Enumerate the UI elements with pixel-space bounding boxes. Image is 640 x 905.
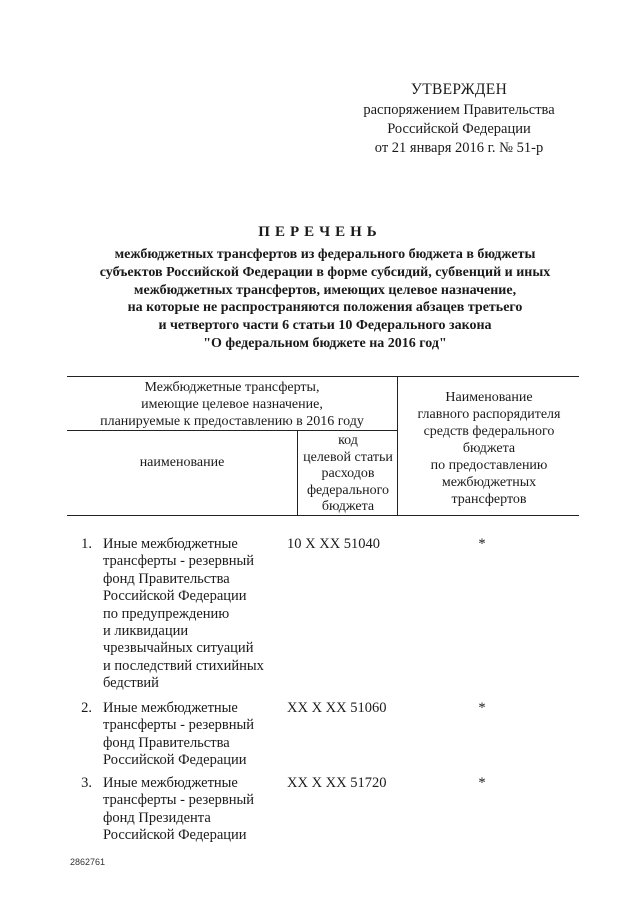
approval-line: распоряжением Правительства: [363, 102, 555, 118]
document-code: 2862761: [70, 857, 106, 867]
row-org: *: [478, 775, 486, 791]
org-header-line: Наименование: [445, 390, 533, 405]
row-name-line: Российской Федерации: [103, 827, 247, 844]
row-name-line: трансферты - резервный: [103, 792, 255, 809]
group-header-line: имеющие целевое назначение,: [141, 397, 323, 412]
row-name-line: бедствий: [103, 675, 159, 692]
row-org: *: [478, 536, 486, 552]
subtitle-line: на которые не распространяются положения абзацев третьего: [127, 300, 523, 316]
subtitle-line: и четвертого части 6 статьи 10 Федерального закона: [158, 318, 492, 334]
row-name: [103, 700, 293, 770]
document-title: ПЕРЕЧЕНЬ: [258, 224, 382, 240]
subtitle-line: субъектов Российской Федерации в форме субсидий, субвенций и иных: [99, 264, 551, 280]
column-divider: [397, 377, 398, 515]
column-header-code: [299, 433, 397, 516]
approval-line: Российской Федерации: [387, 121, 531, 137]
row-name-line: трансферты - резервный: [103, 553, 255, 570]
code-header-line: расходов: [321, 466, 375, 481]
row-name-line: Российской Федерации: [103, 752, 247, 769]
column-divider: [297, 431, 298, 515]
approval-heading: УТВЕРЖДЕН: [410, 81, 508, 98]
row-name-line: и ликвидации: [103, 623, 189, 640]
approval-line: от 21 января 2016 г. № 51-р: [374, 140, 544, 156]
row-number: 1.: [81, 536, 92, 552]
org-header-line: главного распорядителя: [417, 407, 561, 422]
row-code: XX X XX 51720: [287, 775, 387, 791]
row-name-line: и последствий стихийных: [103, 657, 264, 674]
code-header-line: целевой статьи: [303, 449, 393, 465]
org-header-line: межбюджетных: [441, 475, 537, 490]
row-name-line: Российской Федерации: [103, 588, 247, 605]
column-header-org: [399, 389, 579, 508]
subtitle-line: межбюджетных трансфертов из федерального бюджета в бюджеты: [114, 247, 536, 262]
row-name-line: чрезвычайных ситуаций: [103, 640, 254, 657]
row-name: [103, 775, 293, 845]
row-code: 10 X XX 51040: [287, 536, 381, 552]
group-header: [67, 377, 397, 431]
row-name-line: фонд Правительства: [103, 734, 230, 751]
group-header-line: Межбюджетные трансферты,: [144, 380, 320, 395]
code-header-line: бюджета: [321, 499, 375, 514]
row-number: 2.: [81, 700, 92, 716]
row-name-line: фонд Правительства: [103, 570, 230, 587]
subtitle-line: межбюджетных трансфертов, имеющих целевое назначение,: [133, 282, 517, 298]
row-name-line: трансферты - резервный: [103, 717, 255, 734]
row-name-line: по предупреждению: [103, 605, 230, 622]
org-header-line: трансфертов: [451, 492, 527, 507]
row-name: [103, 536, 293, 693]
row-code: XX X XX 51060: [287, 700, 387, 716]
row-name-line: Иные межбюджетные: [103, 700, 238, 716]
row-name-line: фонд Президента: [103, 809, 211, 826]
group-header-line: планируемые к предоставлению в 2016 году: [100, 414, 364, 429]
document-subtitle: [55, 246, 595, 353]
row-name-line: Иные межбюджетные: [103, 536, 238, 552]
table-header: [67, 376, 579, 516]
org-header-line: средств федерального: [423, 424, 555, 439]
code-header-line: федерального: [306, 482, 390, 498]
code-header-line: код: [338, 433, 358, 448]
org-header-line: по предоставлению: [430, 458, 548, 473]
row-name-line: Иные межбюджетные: [103, 775, 238, 791]
org-header-line: бюджета: [462, 441, 516, 456]
row-org: *: [478, 700, 486, 716]
subtitle-line: "О федеральном бюджете на 2016 год": [203, 335, 447, 351]
row-number: 3.: [81, 775, 92, 791]
column-header-name: наименование: [139, 455, 225, 470]
approval-block: [330, 80, 588, 158]
